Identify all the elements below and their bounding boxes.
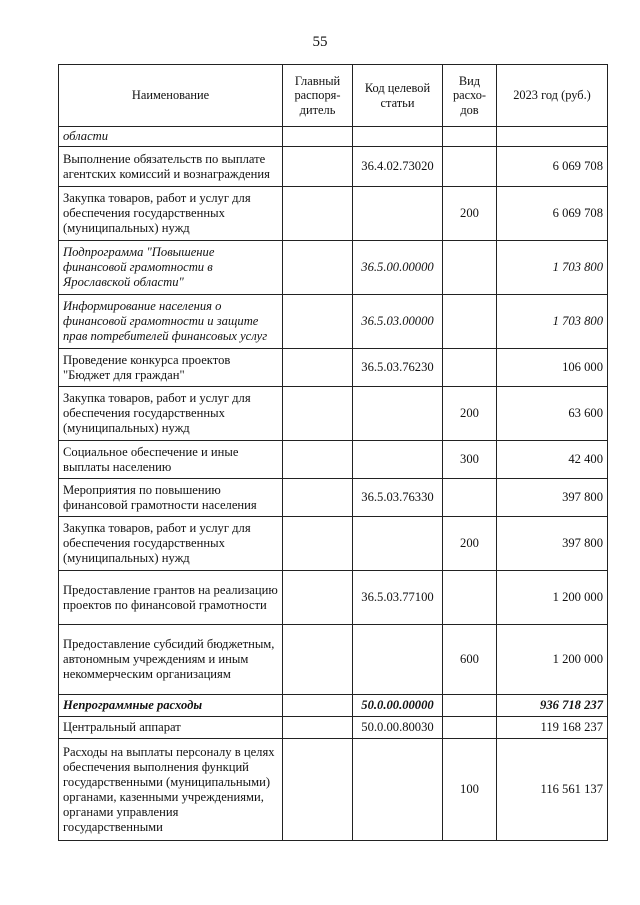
cell-name: Центральный аппарат: [59, 717, 283, 739]
cell-type: 200: [443, 517, 497, 571]
cell-type: 200: [443, 387, 497, 441]
cell-type: [443, 127, 497, 147]
cell-amount: 936 718 237: [497, 695, 608, 717]
cell-type: 600: [443, 625, 497, 695]
cell-amount: 397 800: [497, 517, 608, 571]
cell-name: Проведение конкурса проектов "Бюджет для граждан": [59, 349, 283, 387]
cell-type: [443, 695, 497, 717]
table-row: [59, 695, 608, 717]
cell-code: 50.0.00.00000: [353, 695, 443, 717]
cell-amount: 397 800: [497, 479, 608, 517]
cell-code: 50.0.00.80030: [353, 717, 443, 739]
cell-type: [443, 479, 497, 517]
table-body: [59, 127, 608, 841]
cell-code: [353, 387, 443, 441]
budget-table: [58, 64, 608, 841]
cell-admin: [283, 441, 353, 479]
page-number: 55: [312, 34, 328, 50]
cell-amount: 42 400: [497, 441, 608, 479]
cell-name: Предоставление субсидий бюджетным, автономным учреждениям и иным некоммерческим организациям: [59, 625, 283, 695]
cell-admin: [283, 241, 353, 295]
cell-amount: 119 168 237: [497, 717, 608, 739]
cell-name: Выполнение обязательств по выплате агентских комиссий и вознаграждения: [59, 147, 283, 187]
cell-admin: [283, 147, 353, 187]
cell-name: Мероприятия по повышению финансовой грамотности населения: [59, 479, 283, 517]
table-row: [59, 479, 608, 517]
cell-code: [353, 187, 443, 241]
cell-amount: 1 703 800: [497, 295, 608, 349]
cell-name: Непрограммные расходы: [59, 695, 283, 717]
cell-admin: [283, 479, 353, 517]
cell-type: [443, 349, 497, 387]
table-row: [59, 241, 608, 295]
table-row: [59, 625, 608, 695]
cell-admin: [283, 187, 353, 241]
cell-code: 36.5.03.77100: [353, 571, 443, 625]
table-row: [59, 739, 608, 841]
cell-admin: [283, 349, 353, 387]
cell-admin: [283, 517, 353, 571]
cell-type: 100: [443, 739, 497, 841]
cell-admin: [283, 717, 353, 739]
cell-code: [353, 127, 443, 147]
cell-amount: 6 069 708: [497, 147, 608, 187]
table-row: [59, 571, 608, 625]
table-row: [59, 517, 608, 571]
table-row: [59, 187, 608, 241]
cell-name: Закупка товаров, работ и услуг для обеспечения государственных (муниципальных) нужд: [59, 187, 283, 241]
cell-type: 300: [443, 441, 497, 479]
cell-type: [443, 571, 497, 625]
cell-name: Информирование населения о финансовой грамотности и защите прав потребителей финансовых услуг: [59, 295, 283, 349]
cell-admin: [283, 571, 353, 625]
cell-code: [353, 625, 443, 695]
cell-admin: [283, 295, 353, 349]
cell-admin: [283, 695, 353, 717]
table-row: [59, 349, 608, 387]
cell-amount: 106 000: [497, 349, 608, 387]
cell-admin: [283, 127, 353, 147]
cell-type: [443, 717, 497, 739]
cell-code: 36.5.00.00000: [353, 241, 443, 295]
cell-code: 36.5.03.76230: [353, 349, 443, 387]
cell-type: [443, 295, 497, 349]
cell-amount: 6 069 708: [497, 187, 608, 241]
cell-name: Социальное обеспечение и иные выплаты населению: [59, 441, 283, 479]
cell-type: [443, 147, 497, 187]
cell-name: Подпрограмма "Повышение финансовой грамотности в Ярославской области": [59, 241, 283, 295]
cell-amount: 1 703 800: [497, 241, 608, 295]
table-row: [59, 441, 608, 479]
cell-amount: 1 200 000: [497, 571, 608, 625]
header-name: Наименование: [59, 65, 283, 127]
cell-amount: [497, 127, 608, 147]
header-type: Вид расхо-дов: [443, 65, 497, 127]
cell-name: Закупка товаров, работ и услуг для обеспечения государственных (муниципальных) нужд: [59, 387, 283, 441]
cell-code: 36.5.03.00000: [353, 295, 443, 349]
cell-code: 36.4.02.73020: [353, 147, 443, 187]
cell-name: области: [59, 127, 283, 147]
cell-name: Расходы на выплаты персоналу в целях обеспечения выполнения функций государственными (муниципальными) органами, казенными учреждениями, органами управления государственными: [59, 739, 283, 841]
table-row: [59, 127, 608, 147]
cell-amount: 63 600: [497, 387, 608, 441]
cell-code: [353, 739, 443, 841]
header-code: Код целевой статьи: [353, 65, 443, 127]
header-amount: 2023 год (руб.): [497, 65, 608, 127]
table-header-row: [59, 65, 608, 127]
cell-name: Закупка товаров, работ и услуг для обеспечения государственных (муниципальных) нужд: [59, 517, 283, 571]
cell-admin: [283, 387, 353, 441]
table-row: [59, 147, 608, 187]
cell-code: [353, 441, 443, 479]
cell-code: 36.5.03.76330: [353, 479, 443, 517]
cell-amount: 1 200 000: [497, 625, 608, 695]
cell-admin: [283, 739, 353, 841]
cell-type: [443, 241, 497, 295]
cell-amount: 116 561 137: [497, 739, 608, 841]
cell-code: [353, 517, 443, 571]
table-row: [59, 387, 608, 441]
table-row: [59, 717, 608, 739]
header-admin: Главный распоря-дитель: [283, 65, 353, 127]
cell-name: Предоставление грантов на реализацию проектов по финансовой грамотности: [59, 571, 283, 625]
table-row: [59, 295, 608, 349]
cell-type: 200: [443, 187, 497, 241]
cell-admin: [283, 625, 353, 695]
